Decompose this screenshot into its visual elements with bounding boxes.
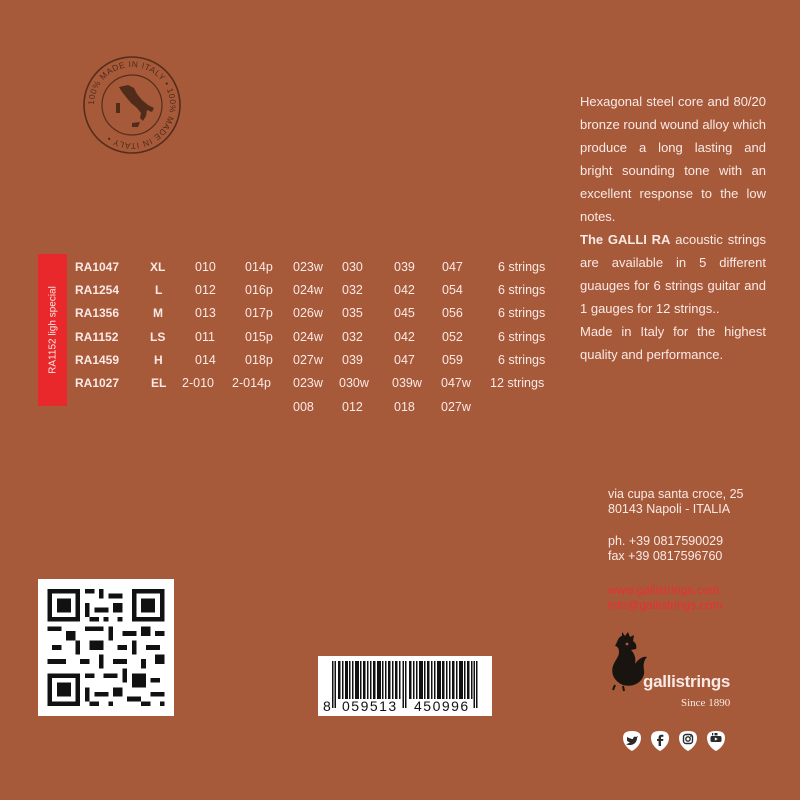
gauge-value: 035 (342, 306, 363, 320)
tension-label: XL (150, 260, 166, 274)
brand-name: gallistrings (643, 672, 731, 691)
gauge-value: 023w (293, 260, 323, 274)
gauge-value: 008 (293, 400, 314, 414)
tension-label: H (154, 353, 163, 367)
gauge-value: 039 (342, 353, 363, 367)
barcode-digits: 059513 (342, 698, 398, 714)
description-paragraph: Made in Italy for the highest quality and performance. (580, 324, 766, 362)
gauge-value: 045 (394, 306, 415, 320)
gauge-value: 013 (195, 306, 216, 320)
product-code: RA1152 (75, 330, 119, 344)
italy-map-icon (116, 85, 154, 127)
address-street: via cupa santa croce, 25 (608, 487, 744, 501)
string-count: 6 strings (498, 306, 546, 320)
barcode-digit: 8 (323, 698, 331, 714)
rooster-logo (603, 630, 647, 692)
barcode-digits: 450996 (414, 698, 470, 714)
tension-label: L (155, 283, 163, 297)
gauge-value: 011 (195, 330, 215, 344)
gauge-value: 024w (293, 330, 323, 344)
string-count: 6 strings (498, 260, 546, 274)
facebook-icon[interactable] (650, 730, 670, 752)
gauge-value: 2-010 (182, 376, 214, 390)
twitter-icon[interactable] (622, 730, 642, 752)
gauge-value: 032 (342, 283, 363, 297)
gauge-value: 056 (442, 306, 463, 320)
gauge-value: 014 (195, 353, 216, 367)
svg-text:100% MADE IN ITALY • 100% MADE: 100% MADE IN ITALY • 100% MADE IN ITALY • (85, 58, 179, 152)
product-code: RA1254 (75, 283, 120, 297)
description-paragraph: Hexagonal steel core and 80/20 bronze round wound alloy which produce a long lasting and bright sounding tone with an excellent response to the low notes. (580, 94, 766, 224)
instagram-icon[interactable] (678, 730, 698, 752)
fax-number: fax +39 0817596760 (608, 549, 723, 563)
gauge-value: 010 (195, 260, 216, 274)
string-count: 6 strings (498, 330, 546, 344)
gauge-value: 030w (339, 376, 369, 390)
product-description (580, 90, 766, 366)
gauge-value: 016p (245, 283, 273, 297)
gauge-value: 039 (394, 260, 415, 274)
gauge-value: 012 (195, 283, 216, 297)
tension-label: M (153, 306, 163, 320)
gauge-value: 024w (293, 283, 323, 297)
gauge-value: 018 (394, 400, 415, 414)
gauge-value: 047 (394, 353, 415, 367)
email-link[interactable]: info@gallistrings.com (608, 598, 723, 612)
made-in-italy-stamp (82, 55, 182, 155)
gauge-value: 018p (245, 353, 273, 367)
gauge-value: 027w (293, 353, 323, 367)
product-code: RA1356 (75, 306, 120, 320)
gauge-value: 042 (394, 330, 415, 344)
tension-label: LS (150, 330, 166, 344)
gauge-value: 026w (293, 306, 323, 320)
since-label: Since 1890 (681, 697, 731, 709)
gauge-value: 012 (342, 400, 363, 414)
product-code: RA1047 (75, 260, 120, 274)
address-city: 80143 Napoli - ITALIA (608, 502, 731, 516)
gauge-value: 023w (293, 376, 323, 390)
gauge-value: 054 (442, 283, 463, 297)
gauge-value: 017p (245, 306, 273, 320)
gauge-value: 052 (442, 330, 463, 344)
string-count: 12 strings (490, 376, 545, 390)
barcode (318, 656, 492, 716)
product-code: RA1459 (75, 353, 120, 367)
tension-label: EL (151, 376, 167, 390)
phone-number: ph. +39 0817590029 (608, 534, 724, 548)
gauge-value: 032 (342, 330, 363, 344)
string-count: 6 strings (498, 353, 546, 367)
gauge-value: 027w (441, 400, 471, 414)
qr-code (38, 579, 174, 716)
gauge-value: 039w (392, 376, 422, 390)
gauge-value: 047w (441, 376, 471, 390)
gauge-value: 042 (394, 283, 415, 297)
special-tag: RA1152 ligh special (38, 254, 67, 406)
string-count: 6 strings (498, 283, 546, 297)
youtube-icon[interactable] (706, 730, 726, 752)
gauge-value: 030 (342, 260, 363, 274)
product-code: RA1027 (75, 376, 120, 390)
gauge-value: 015p (245, 330, 273, 344)
website-link[interactable]: www.gallistrings.com (608, 583, 720, 597)
gauge-value: 014p (245, 260, 273, 274)
gauge-value: 059 (442, 353, 463, 367)
gauge-value: 2-014p (232, 376, 271, 390)
description-paragraph: The GALLI RA acoustic strings are available in 5 different guauges for 6 strings guitar and 1 gauges for 12 strings.. (580, 232, 766, 316)
gauge-value: 047 (442, 260, 463, 274)
